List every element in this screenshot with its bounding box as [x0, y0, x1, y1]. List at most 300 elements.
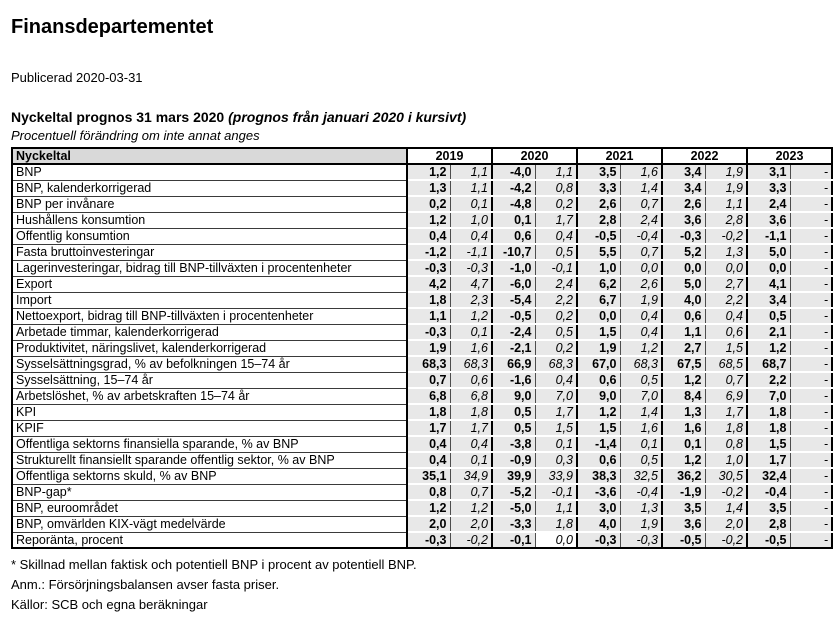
value-january-forecast: 0,1 [450, 324, 492, 340]
value-january-forecast: 1,4 [705, 500, 747, 516]
value-january-forecast: -0,3 [620, 532, 662, 548]
value-january-forecast: 1,7 [705, 404, 747, 420]
value-march-forecast: -4,0 [492, 164, 535, 180]
value-march-forecast: 3,3 [577, 180, 620, 196]
value-january-forecast: 6,9 [705, 388, 747, 404]
table-row [12, 212, 832, 228]
row-label: BNP, kalenderkorrigerad [12, 180, 407, 196]
value-january-forecast: 1,9 [620, 516, 662, 532]
value-january-forecast: -0,3 [450, 260, 492, 276]
value-january-forecast: 0,8 [705, 436, 747, 452]
value-january-forecast: - [790, 468, 832, 484]
row-label: Nettoexport, bidrag till BNP-tillväxten i procentenheter [12, 308, 407, 324]
value-january-forecast: -0,2 [705, 228, 747, 244]
value-january-forecast: - [790, 532, 832, 548]
value-january-forecast: -0,2 [705, 484, 747, 500]
value-january-forecast: - [790, 164, 832, 180]
value-january-forecast: 1,5 [705, 340, 747, 356]
value-january-forecast: 1,3 [620, 500, 662, 516]
column-header-nyckeltal: Nyckeltal [12, 148, 407, 164]
value-march-forecast: 1,1 [407, 308, 450, 324]
value-january-forecast: 32,5 [620, 468, 662, 484]
value-march-forecast: 0,2 [407, 196, 450, 212]
value-january-forecast: 0,0 [705, 260, 747, 276]
row-label: BNP per invånare [12, 196, 407, 212]
value-january-forecast: 0,5 [535, 244, 577, 260]
value-march-forecast: 0,0 [747, 260, 790, 276]
value-march-forecast: 1,2 [747, 340, 790, 356]
value-march-forecast: 1,5 [577, 324, 620, 340]
value-january-forecast: 7,0 [535, 388, 577, 404]
value-january-forecast: 1,5 [535, 420, 577, 436]
value-january-forecast: 0,5 [620, 372, 662, 388]
row-label: Offentlig konsumtion [12, 228, 407, 244]
table-row [12, 308, 832, 324]
row-label: BNP, omvärlden KIX-vägt medelvärde [12, 516, 407, 532]
value-march-forecast: -0,5 [492, 308, 535, 324]
value-march-forecast: 67,5 [662, 356, 705, 372]
value-march-forecast: 1,2 [577, 404, 620, 420]
value-march-forecast: 0,5 [747, 308, 790, 324]
value-january-forecast: - [790, 484, 832, 500]
value-january-forecast: 1,9 [620, 292, 662, 308]
value-march-forecast: 1,2 [407, 500, 450, 516]
table-row [12, 372, 832, 388]
value-january-forecast: 30,5 [705, 468, 747, 484]
value-march-forecast: 1,8 [407, 292, 450, 308]
value-january-forecast: 2,7 [705, 276, 747, 292]
table-caption-main: Nyckeltal prognos 31 mars 2020 [11, 109, 229, 125]
value-march-forecast: 1,3 [662, 404, 705, 420]
value-january-forecast: 0,4 [620, 324, 662, 340]
value-march-forecast: 0,0 [577, 308, 620, 324]
value-march-forecast: 5,0 [747, 244, 790, 260]
table-row [12, 484, 832, 500]
value-january-forecast: 0,4 [450, 228, 492, 244]
table-row [12, 196, 832, 212]
value-march-forecast: -3,8 [492, 436, 535, 452]
table-row [12, 292, 832, 308]
key-figures-table [11, 147, 833, 549]
value-march-forecast: 3,5 [747, 500, 790, 516]
value-march-forecast: -0,5 [577, 228, 620, 244]
value-january-forecast: - [790, 292, 832, 308]
value-january-forecast: 0,4 [535, 372, 577, 388]
value-march-forecast: 0,4 [407, 436, 450, 452]
value-january-forecast: 1,9 [705, 164, 747, 180]
page-title: Finansdepartementet [11, 16, 214, 38]
value-march-forecast: 6,8 [407, 388, 450, 404]
value-march-forecast: 9,0 [492, 388, 535, 404]
value-january-forecast: 1,8 [535, 516, 577, 532]
table-row [12, 244, 832, 260]
value-march-forecast: 32,4 [747, 468, 790, 484]
table-row [12, 500, 832, 516]
value-march-forecast: 0,5 [492, 404, 535, 420]
value-march-forecast: -0,3 [577, 532, 620, 548]
value-january-forecast: - [790, 356, 832, 372]
value-january-forecast: 0,3 [535, 452, 577, 468]
value-march-forecast: 0,0 [662, 260, 705, 276]
value-march-forecast: 3,4 [747, 292, 790, 308]
value-january-forecast: 0,0 [620, 260, 662, 276]
value-january-forecast: 1,8 [450, 404, 492, 420]
value-january-forecast: 2,3 [450, 292, 492, 308]
value-january-forecast: - [790, 452, 832, 468]
value-march-forecast: 3,1 [747, 164, 790, 180]
value-january-forecast: - [790, 244, 832, 260]
table-caption-note: (prognos från januari 2020 i kursivt) [228, 109, 467, 125]
row-label: BNP, euroområdet [12, 500, 407, 516]
value-january-forecast: - [790, 388, 832, 404]
value-march-forecast: 7,0 [747, 388, 790, 404]
value-january-forecast: -0,1 [535, 484, 577, 500]
value-january-forecast: 6,8 [450, 388, 492, 404]
value-march-forecast: 0,6 [492, 228, 535, 244]
value-january-forecast: 1,6 [620, 164, 662, 180]
value-january-forecast: - [790, 212, 832, 228]
value-january-forecast: 2,6 [620, 276, 662, 292]
value-january-forecast: 2,2 [535, 292, 577, 308]
column-header-year-2021: 2021 [577, 148, 662, 164]
value-march-forecast: -0,1 [492, 532, 535, 548]
table-subcaption: Procentuell förändring om inte annat anges [11, 128, 260, 143]
value-march-forecast: 9,0 [577, 388, 620, 404]
value-march-forecast: -1,6 [492, 372, 535, 388]
table-row [12, 516, 832, 532]
value-march-forecast: -0,5 [662, 532, 705, 548]
value-march-forecast: 3,6 [662, 516, 705, 532]
value-january-forecast: 1,4 [620, 180, 662, 196]
value-january-forecast: 0,4 [705, 308, 747, 324]
row-label: BNP [12, 164, 407, 180]
value-march-forecast: -4,2 [492, 180, 535, 196]
table-row [12, 324, 832, 340]
row-label: Sysselsättning, 15–74 år [12, 372, 407, 388]
value-march-forecast: 1,7 [407, 420, 450, 436]
value-march-forecast: 2,8 [747, 516, 790, 532]
value-january-forecast: 0,2 [535, 340, 577, 356]
row-label: Strukturellt finansiellt sparande offentlig sektor, % av BNP [12, 452, 407, 468]
value-january-forecast: 0,1 [450, 196, 492, 212]
table-row [12, 420, 832, 436]
footnote-anm: Anm.: Försörjningsbalansen avser fasta priser. [11, 577, 280, 592]
value-january-forecast: 33,9 [535, 468, 577, 484]
row-label: Arbetslöshet, % av arbetskraften 15–74 år [12, 388, 407, 404]
value-january-forecast: 0,7 [620, 196, 662, 212]
value-january-forecast: 1,3 [705, 244, 747, 260]
value-march-forecast: 4,1 [747, 276, 790, 292]
value-january-forecast: 4,7 [450, 276, 492, 292]
value-march-forecast: -3,3 [492, 516, 535, 532]
value-march-forecast: -0,3 [407, 532, 450, 548]
value-march-forecast: -2,4 [492, 324, 535, 340]
value-march-forecast: 1,2 [662, 452, 705, 468]
footnote-sources: Källor: SCB och egna beräkningar [11, 597, 208, 612]
value-march-forecast: -0,3 [407, 260, 450, 276]
value-january-forecast: -0,4 [620, 228, 662, 244]
value-january-forecast: 0,5 [535, 324, 577, 340]
table-row [12, 388, 832, 404]
value-january-forecast: 1,8 [705, 420, 747, 436]
table-row [12, 340, 832, 356]
value-january-forecast: 0,4 [535, 228, 577, 244]
value-january-forecast: 0,1 [535, 436, 577, 452]
value-january-forecast: 2,8 [705, 212, 747, 228]
footnote-bnp-gap: * Skillnad mellan faktisk och potentiell BNP i procent av potentiell BNP. [11, 557, 417, 572]
row-label: Sysselsättningsgrad, % av befolkningen 15–74 år [12, 356, 407, 372]
value-march-forecast: 2,4 [747, 196, 790, 212]
value-march-forecast: 5,2 [662, 244, 705, 260]
table-row [12, 468, 832, 484]
row-label: Hushållens konsumtion [12, 212, 407, 228]
value-march-forecast: 1,0 [577, 260, 620, 276]
value-january-forecast: - [790, 196, 832, 212]
value-march-forecast: 66,9 [492, 356, 535, 372]
value-march-forecast: 4,0 [662, 292, 705, 308]
value-march-forecast: 3,0 [577, 500, 620, 516]
value-march-forecast: -2,1 [492, 340, 535, 356]
value-january-forecast: 68,3 [535, 356, 577, 372]
value-march-forecast: 67,0 [577, 356, 620, 372]
column-header-year-2020: 2020 [492, 148, 577, 164]
value-january-forecast: -0,2 [450, 532, 492, 548]
value-march-forecast: 3,5 [662, 500, 705, 516]
value-march-forecast: 1,2 [662, 372, 705, 388]
table-row [12, 452, 832, 468]
value-march-forecast: 1,2 [407, 164, 450, 180]
value-march-forecast: 0,6 [577, 372, 620, 388]
value-march-forecast: -10,7 [492, 244, 535, 260]
value-january-forecast: 1,1 [535, 164, 577, 180]
table-row [12, 436, 832, 452]
value-march-forecast: -6,0 [492, 276, 535, 292]
value-january-forecast: - [790, 436, 832, 452]
value-january-forecast: 1,2 [620, 340, 662, 356]
value-march-forecast: -5,2 [492, 484, 535, 500]
value-january-forecast: 1,6 [620, 420, 662, 436]
row-label: Reporänta, procent [12, 532, 407, 548]
value-january-forecast: 7,0 [620, 388, 662, 404]
value-january-forecast: 1,2 [450, 308, 492, 324]
row-label: Export [12, 276, 407, 292]
value-january-forecast: 0,7 [705, 372, 747, 388]
value-january-forecast: 1,0 [705, 452, 747, 468]
value-march-forecast: 4,0 [577, 516, 620, 532]
value-march-forecast: 0,6 [662, 308, 705, 324]
value-january-forecast: 68,3 [620, 356, 662, 372]
value-january-forecast: 0,2 [535, 308, 577, 324]
value-march-forecast: 38,3 [577, 468, 620, 484]
value-january-forecast: 0,6 [705, 324, 747, 340]
value-january-forecast: 0,2 [535, 196, 577, 212]
value-march-forecast: 1,8 [747, 420, 790, 436]
value-march-forecast: 68,7 [747, 356, 790, 372]
published-date: Publicerad 2020-03-31 [11, 70, 143, 85]
row-label: BNP-gap* [12, 484, 407, 500]
value-january-forecast: 1,7 [450, 420, 492, 436]
row-label: Import [12, 292, 407, 308]
value-january-forecast: 1,7 [535, 404, 577, 420]
value-january-forecast: 1,0 [450, 212, 492, 228]
value-march-forecast: 0,1 [492, 212, 535, 228]
value-january-forecast: 0,6 [450, 372, 492, 388]
value-march-forecast: 0,4 [407, 228, 450, 244]
value-march-forecast: 1,6 [662, 420, 705, 436]
value-march-forecast: -1,9 [662, 484, 705, 500]
value-march-forecast: 5,0 [662, 276, 705, 292]
value-january-forecast: 1,1 [450, 180, 492, 196]
value-march-forecast: -0,5 [747, 532, 790, 548]
value-january-forecast: 0,7 [450, 484, 492, 500]
value-march-forecast: 2,6 [662, 196, 705, 212]
value-january-forecast: 0,7 [620, 244, 662, 260]
value-march-forecast: -0,9 [492, 452, 535, 468]
value-march-forecast: 2,8 [577, 212, 620, 228]
value-january-forecast: 1,9 [705, 180, 747, 196]
value-march-forecast: -0,4 [747, 484, 790, 500]
table-row [12, 532, 832, 548]
value-january-forecast: - [790, 500, 832, 516]
value-january-forecast: 2,2 [705, 292, 747, 308]
value-march-forecast: 2,7 [662, 340, 705, 356]
value-march-forecast: 1,8 [747, 404, 790, 420]
value-january-forecast: 0,8 [535, 180, 577, 196]
row-label: Arbetade timmar, kalenderkorrigerad [12, 324, 407, 340]
value-january-forecast: 1,6 [450, 340, 492, 356]
value-march-forecast: 0,4 [407, 452, 450, 468]
value-march-forecast: 2,6 [577, 196, 620, 212]
value-march-forecast: 3,6 [747, 212, 790, 228]
value-march-forecast: -1,2 [407, 244, 450, 260]
value-march-forecast: 36,2 [662, 468, 705, 484]
value-march-forecast: 1,5 [747, 436, 790, 452]
value-march-forecast: 3,5 [577, 164, 620, 180]
value-january-forecast: 1,1 [535, 500, 577, 516]
row-label: KPIF [12, 420, 407, 436]
value-march-forecast: 35,1 [407, 468, 450, 484]
value-january-forecast: 0,0 [535, 532, 577, 548]
value-march-forecast: 39,9 [492, 468, 535, 484]
value-march-forecast: 0,1 [662, 436, 705, 452]
value-march-forecast: 0,6 [577, 452, 620, 468]
value-january-forecast: - [790, 228, 832, 244]
value-march-forecast: 4,2 [407, 276, 450, 292]
table-row [12, 404, 832, 420]
table-row [12, 356, 832, 372]
value-march-forecast: 2,1 [747, 324, 790, 340]
table-row [12, 276, 832, 292]
value-january-forecast: 68,5 [705, 356, 747, 372]
value-january-forecast: - [790, 516, 832, 532]
value-march-forecast: 3,3 [747, 180, 790, 196]
value-january-forecast: - [790, 372, 832, 388]
value-march-forecast: 0,5 [492, 420, 535, 436]
value-january-forecast: - [790, 404, 832, 420]
value-january-forecast: 2,4 [620, 212, 662, 228]
value-march-forecast: 0,7 [407, 372, 450, 388]
value-march-forecast: 6,7 [577, 292, 620, 308]
value-march-forecast: 68,3 [407, 356, 450, 372]
value-january-forecast: 0,4 [450, 436, 492, 452]
value-march-forecast: -5,0 [492, 500, 535, 516]
row-label: Produktivitet, näringslivet, kalenderkorrigerad [12, 340, 407, 356]
value-march-forecast: 2,0 [407, 516, 450, 532]
row-label: Offentliga sektorns skuld, % av BNP [12, 468, 407, 484]
value-january-forecast: - [790, 180, 832, 196]
value-january-forecast: -0,2 [705, 532, 747, 548]
value-january-forecast: 0,1 [450, 452, 492, 468]
value-march-forecast: 1,5 [577, 420, 620, 436]
value-march-forecast: 1,2 [407, 212, 450, 228]
footnotes [11, 555, 830, 615]
value-march-forecast: 1,9 [407, 340, 450, 356]
value-january-forecast: - [790, 420, 832, 436]
value-january-forecast: - [790, 324, 832, 340]
value-january-forecast: -1,1 [450, 244, 492, 260]
table-row [12, 180, 832, 196]
value-march-forecast: 6,2 [577, 276, 620, 292]
value-january-forecast: 1,4 [620, 404, 662, 420]
value-march-forecast: -4,8 [492, 196, 535, 212]
value-march-forecast: -0,3 [407, 324, 450, 340]
value-january-forecast: - [790, 276, 832, 292]
value-march-forecast: 3,6 [662, 212, 705, 228]
column-header-year-2019: 2019 [407, 148, 492, 164]
value-march-forecast: 8,4 [662, 388, 705, 404]
value-january-forecast: - [790, 260, 832, 276]
row-label: KPI [12, 404, 407, 420]
value-january-forecast: -0,1 [535, 260, 577, 276]
value-march-forecast: -1,1 [747, 228, 790, 244]
value-january-forecast: 1,7 [535, 212, 577, 228]
column-header-year-2022: 2022 [662, 148, 747, 164]
value-march-forecast: 2,2 [747, 372, 790, 388]
value-january-forecast: 2,0 [705, 516, 747, 532]
value-march-forecast: 1,7 [747, 452, 790, 468]
value-january-forecast: 2,4 [535, 276, 577, 292]
value-january-forecast: - [790, 308, 832, 324]
value-january-forecast: 1,1 [705, 196, 747, 212]
value-march-forecast: -0,3 [662, 228, 705, 244]
value-january-forecast: 1,1 [450, 164, 492, 180]
row-label: Offentliga sektorns finansiella sparande, % av BNP [12, 436, 407, 452]
table-row [12, 260, 832, 276]
value-march-forecast: 5,5 [577, 244, 620, 260]
value-march-forecast: 1,9 [577, 340, 620, 356]
value-march-forecast: -5,4 [492, 292, 535, 308]
table-row [12, 228, 832, 244]
value-january-forecast: 34,9 [450, 468, 492, 484]
value-march-forecast: 1,1 [662, 324, 705, 340]
value-march-forecast: 1,8 [407, 404, 450, 420]
row-label: Fasta bruttoinvesteringar [12, 244, 407, 260]
value-march-forecast: -1,4 [577, 436, 620, 452]
table-caption [11, 109, 830, 125]
table-row [12, 164, 832, 180]
value-january-forecast: 2,0 [450, 516, 492, 532]
value-march-forecast: 3,4 [662, 180, 705, 196]
table-body [12, 164, 832, 548]
value-march-forecast: 1,3 [407, 180, 450, 196]
value-january-forecast: - [790, 340, 832, 356]
value-january-forecast: -0,4 [620, 484, 662, 500]
value-march-forecast: -3,6 [577, 484, 620, 500]
value-march-forecast: -1,0 [492, 260, 535, 276]
value-march-forecast: 0,8 [407, 484, 450, 500]
value-january-forecast: 68,3 [450, 356, 492, 372]
value-march-forecast: 3,4 [662, 164, 705, 180]
